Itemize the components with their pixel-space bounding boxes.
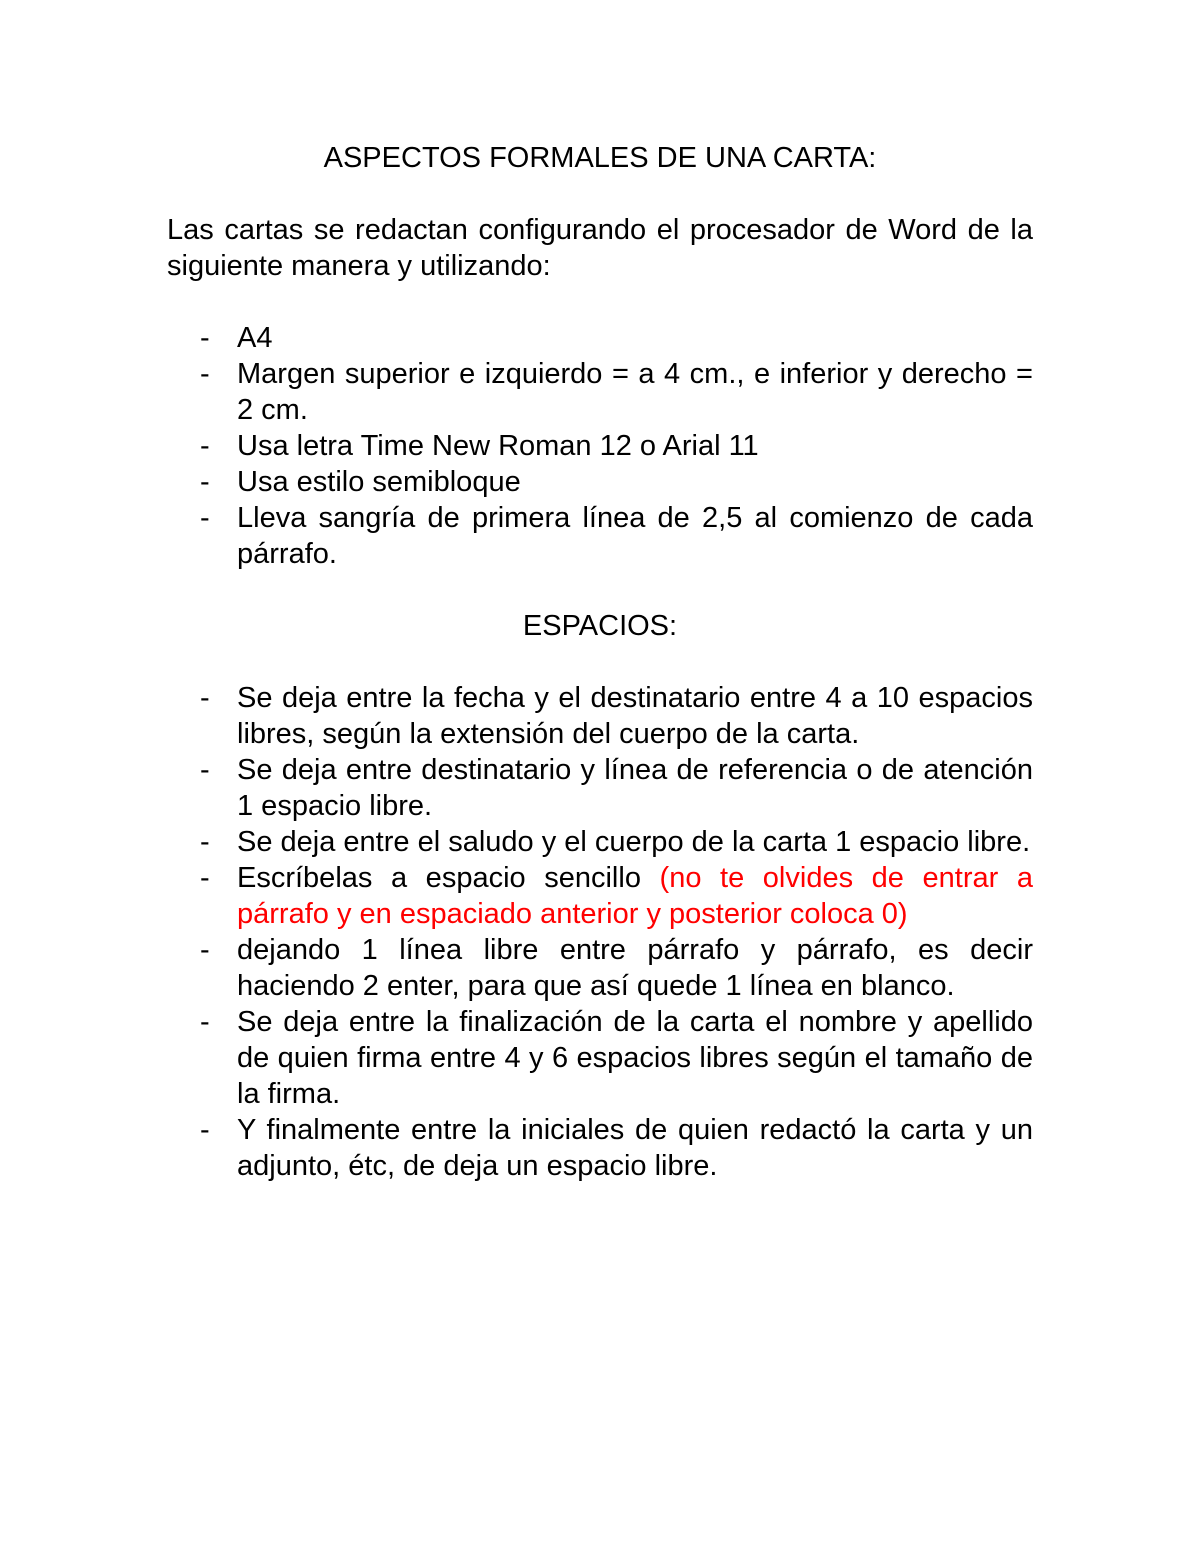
intro-paragraph: Las cartas se redactan configurando el procesador de Word de la siguiente manera y utilizando: bbox=[167, 214, 1033, 282]
bullet-dash: - bbox=[200, 322, 210, 354]
list-item-text: Lleva sangría de primera línea de 2,5 al comienzo de cada párrafo. bbox=[237, 502, 1033, 570]
document-body bbox=[167, 140, 1033, 1184]
list-item-text: Se deja entre el saludo y el cuerpo de la carta 1 espacio libre. bbox=[237, 826, 1031, 858]
list-item-text: Usa letra Time New Roman 12 o Arial 11 bbox=[237, 430, 759, 462]
list-item-text-red: (no te olvides de entrar a párrafo y en espaciado anterior y posterior coloca 0) bbox=[237, 862, 1033, 930]
list-item bbox=[167, 860, 1033, 932]
list-item bbox=[167, 1112, 1033, 1184]
list-item bbox=[167, 752, 1033, 824]
spaces-heading: ESPACIOS: bbox=[522, 610, 678, 642]
document-title: ASPECTOS FORMALES DE UNA CARTA: bbox=[323, 142, 877, 174]
spaces-list bbox=[167, 680, 1033, 1184]
list-item-text: Se deja entre la fecha y el destinatario entre 4 a 10 espacios libres, según la extensión del cuerpo de la carta. bbox=[237, 682, 1033, 750]
list-item-text: Se deja entre destinatario y línea de referencia o de atención 1 espacio libre. bbox=[237, 754, 1033, 822]
bullet-dash: - bbox=[200, 1114, 210, 1146]
list-item-text: dejando 1 línea libre entre párrafo y párrafo, es decir haciendo 2 enter, para que así quede 1 línea en blanco. bbox=[237, 934, 1033, 1002]
bullet-dash: - bbox=[200, 934, 210, 966]
list-item-text: Margen superior e izquierdo = a 4 cm., e inferior y derecho = 2 cm. bbox=[237, 358, 1033, 426]
list-item bbox=[167, 428, 1033, 464]
list-item bbox=[167, 356, 1033, 428]
list-item bbox=[167, 932, 1033, 1004]
list-item bbox=[167, 824, 1033, 860]
bullet-dash: - bbox=[200, 826, 210, 858]
list-item bbox=[167, 320, 1033, 356]
bullet-dash: - bbox=[200, 358, 210, 390]
bullet-dash: - bbox=[200, 862, 210, 894]
list-item-text: Y finalmente entre la iniciales de quien redactó la carta y un adjunto, étc, de deja un espacio libre. bbox=[237, 1114, 1033, 1182]
bullet-dash: - bbox=[200, 466, 210, 498]
list-item bbox=[167, 680, 1033, 752]
list-item bbox=[167, 1004, 1033, 1112]
list-item-text: Usa estilo semibloque bbox=[237, 466, 521, 498]
bullet-dash: - bbox=[200, 502, 210, 534]
format-list bbox=[167, 320, 1033, 572]
list-item-text: Se deja entre la finalización de la carta el nombre y apellido de quien firma entre 4 y 6 espacios libres según el tamaño de la firma. bbox=[237, 1006, 1033, 1110]
bullet-dash: - bbox=[200, 682, 210, 714]
list-item-text: A4 bbox=[237, 322, 273, 354]
list-item bbox=[167, 464, 1033, 500]
bullet-dash: - bbox=[200, 754, 210, 786]
bullet-dash: - bbox=[200, 430, 210, 462]
list-item bbox=[167, 500, 1033, 572]
bullet-dash: - bbox=[200, 1006, 210, 1038]
list-item-text-black: Escríbelas a espacio sencillo bbox=[237, 862, 660, 894]
